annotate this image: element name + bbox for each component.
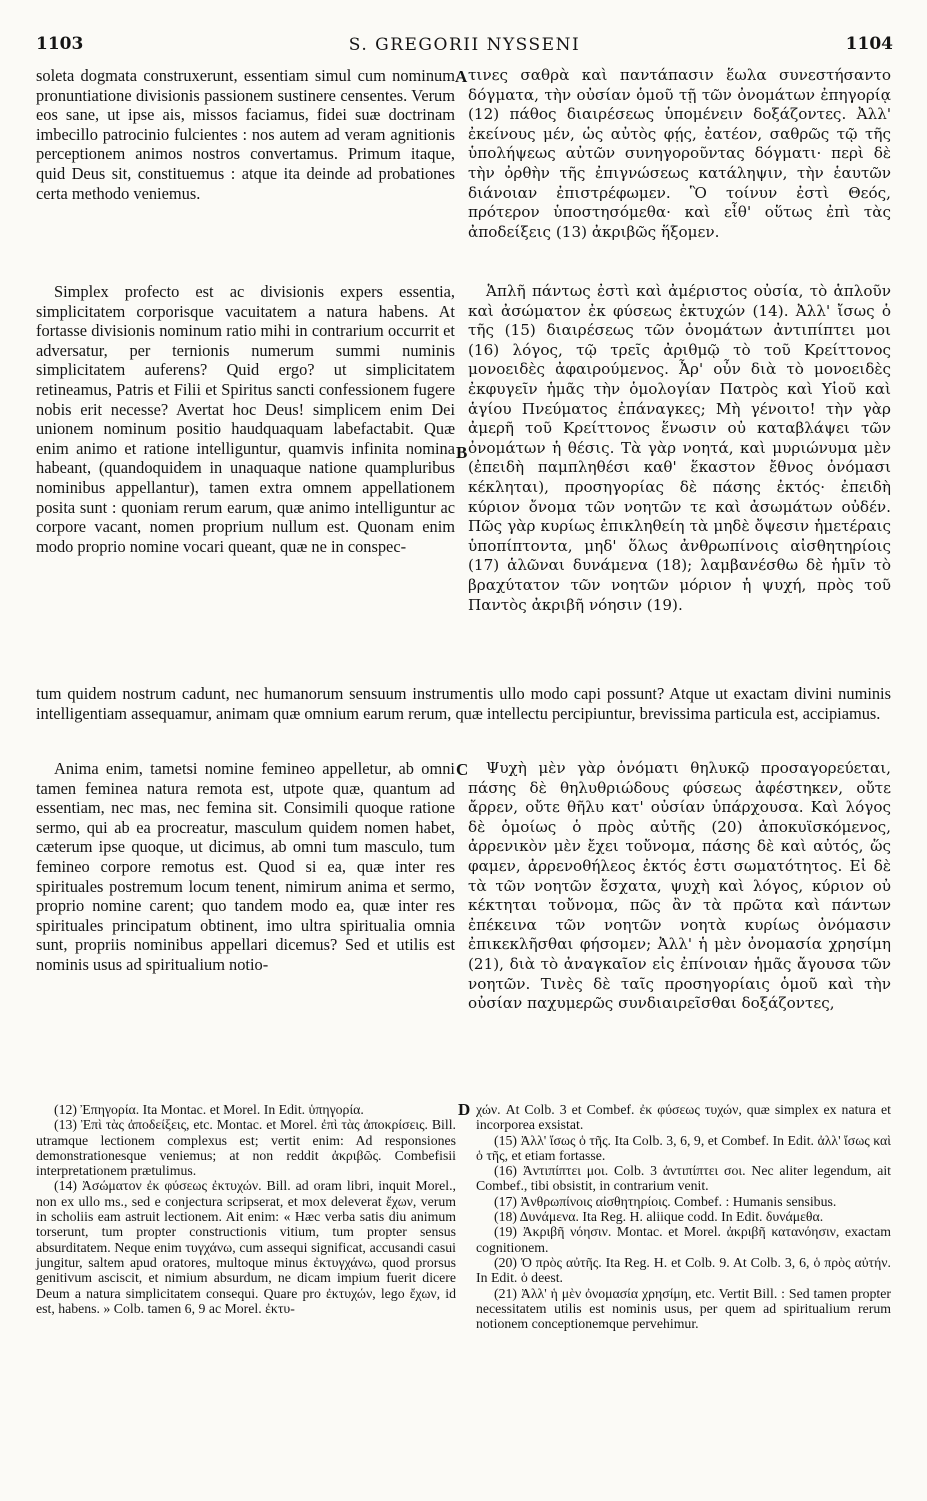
- footnote: (15) Ἀλλ' ἴσως ὁ τῆς. Ita Colb. 3, 6, 9, et Combef. In Edit. ἀλλ' ἴσως καὶ ὁ τῆς, et etiam fortasse.: [476, 1132, 891, 1163]
- footnote: (21) Ἀλλ' ἡ μὲν ὀνομασία χρησίμη, etc. Vertit Bill. : Sed tamen propter necessitatem utilis est nominis usus, per quem ad spiritualium rerum notionem conceptionemque pervehimur.: [476, 1285, 891, 1332]
- margin-marker-c: C: [456, 760, 469, 779]
- margin-marker-d: D: [458, 1100, 471, 1119]
- greek-column-section-c: [468, 759, 891, 1014]
- greek-column-section-b: [468, 282, 891, 615]
- footnote: (16) Ἀντιπίπτει μοι. Colb. 3 ἀντιπίπτει σοι. Nec aliter legendum, ait Combef., tibi obsistit, in contrarium venit.: [476, 1163, 891, 1194]
- latin-column-section-a: [36, 66, 455, 203]
- right-page-number: 1104: [845, 34, 893, 54]
- latin-paragraph: soleta dogmata construxerunt, essentiam simul cum nominum pronuntiatione divisionis passionem sustinere censentes. Verum eos sane, ut ipse ais, missos faciamus, fidei suæ doctrinam imbecillo patrocinio fulcientes : nos autem ad veram agnitionis perceptionem animos nostros convertamus. Primum itaque, quid Deus sit, constituemus : atque ita deinde ad probationes certa methodo veniemus.: [36, 66, 455, 203]
- latin-full-width-continuation: [36, 684, 891, 723]
- page-header: [36, 34, 893, 58]
- footnote: (18) Δυνάμενα. Ita Reg. H. aliique codd. In Edit. δυνάμεθα.: [494, 1209, 824, 1225]
- greek-column-section-a: [468, 66, 891, 242]
- footnote: (17) Ἀνθρωπίνοις αἰσθητηρίοις. Combef. : Humanis sensibus.: [494, 1193, 837, 1209]
- latin-column-section-b: [36, 282, 455, 556]
- latin-paragraph: tum quidem nostrum cadunt, nec humanorum sensuum instrumentis ullo modo capi possunt? Atque ut exactam divini numinis intelligentiam assequamur, animam quæ omnium earum rerum, quæ intellectu percipiuntur, brevissima particula est, accipiamus.: [36, 684, 891, 723]
- footnote: (12) Ἐπηγορία. Ita Montac. et Morel. In Edit. ὑπηγορία.: [54, 1102, 364, 1117]
- footnote: (19) Ἀκριβῆ νόησιν. Montac. et Morel. ἀκριβῆ κατανόησιν, exactam cognitionem.: [476, 1224, 891, 1255]
- greek-paragraph: τινες σαθρὰ καὶ παντάπασιν ἕωλα συνεστήσαντο δόγματα, τὴν οὐσίαν ὁμοῦ τῇ τῶν ὀνομάτων ἐπηγορίᾳ (12) πάθος διαιρέσεως ὑπομένειν δοξάζοντες. Ἀλλ' ἐκείνους μέν, ὡς αὐτὸς φῄς, ἐατέον, σαθρῶς τῷ τῆς ὑπολήψεως αὐτῶν συνηγοροῦντας δόγματι· περὶ δὲ τὴν ὀρθὴν τῆς ἐπιγνώσεως κατάληψιν, τὴν ἑαυτῶν διάνοιαν ἐπιστρέφωμεν. Ὃ τοίνυν ἐστὶ Θεός, πρότερον ὑποστησόμεθα· καὶ εἶθ' οὕτως ἐπὶ τὰς ἀποδείξεις (13) ἀκριβῶς ἥξομεν.: [468, 66, 891, 241]
- greek-paragraph: Ἁπλῆ πάντως ἐστὶ καὶ ἀμέριστος οὐσία, τὸ ἁπλοῦν καὶ ἀσώματον ἐκ φύσεως ἐκτυχών (14). Ἀλλ' ἴσως ὁ τῆς (15) διαιρέσεως τῶν ὀνομάτων ἀντιπίπτει μοι (16) λόγος, τῷ τρεῖς ἀριθμῷ τὸ τοῦ Κρείττονος μονοειδὲς ἀφαιρούμενος. Ἆρ' οὖν διὰ τὸ μονοειδὲς ἐκφυγεῖν ἡμᾶς τὴν ὁμολογίαν Πατρὸς καὶ Υἱοῦ καὶ ἁγίου Πνεύματος ἐπάναγκες; Μὴ γένοιτο! τὴν γὰρ ἀμερῆ τοῦ Κρείττονος ἕνωσιν οὐ καταβλάψει τῶν ὀνομάτων ἡ θέσις. Τὰ γὰρ νοητά, καὶ μυριώνυμα μὲν (ἐπειδὴ παμπληθέσι καθ' ἕκαστον ἔθνος ὀνόμασι κέκληται), προσηγορίας δὲ πάσης ἐκτός· ἐπειδὴ κύριον ὄνομα τῶν νοητῶν τε καὶ ἀσωμάτων οὐδέν. Πῶς γὰρ κυρίως ἐπικληθείη τὰ μηδὲ ὄψεσιν ἡμετέραις ὑποπίπτοντα, μηδ' ὅλως ἀνθρωπίνοις αἰσθητηρίοις (17) ἁλῶναι δυνάμενα (18); λαμβανέσθω δὲ ἡμῖν τὸ βραχύτατον τῶν νοητῶν μόριον ἡ ψυχή, πρὸς τοῦ Παντὸς ἀκριβῆ νόησιν (19).: [468, 282, 891, 614]
- margin-marker-a: A: [455, 67, 468, 86]
- margin-marker-b: B: [456, 443, 468, 462]
- latin-paragraph: Anima enim, tametsi nomine femineo appelletur, ab omni tamen feminea natura remota est, utpote quæ, quantum ad essentiam, nec mas, nec femina sit. Consimili quoque ratione sermo, qui ab ea procreatur, masculum quidem nomen habet, cæterum ipse quoque, ut dicimus, ab omni tum masculo, tum femineo corpore remotus est. Quod si ea, quæ inter res spirituales postremum locum tenent, nimirum anima et sermo, proprio nomine carent; quo tandem modo ea, quæ inter res spirituales principatum obtinent, imo ultra spiritualia omnia sunt, propriis nominibus appellari dicemus? Sed et utilis est nominis usus ad spiritualium notio-: [36, 759, 455, 974]
- footnote: χών. At Colb. 3 et Combef. ἐκ φύσεως τυχών, quæ simplex ex natura et incorporea exsistat.: [476, 1102, 891, 1133]
- footnotes-left-column: [36, 1102, 456, 1316]
- greek-paragraph: Ψυχὴ μὲν γὰρ ὀνόματι θηλυκῷ προσαγορεύεται, πάσης δὲ θηλυθριώδους φύσεως ἀφέστηκεν, οὔτε ἄρρεν, οὔτε θῆλυ κατ' οὐσίαν ὑπάρχουσα. Καὶ λόγος δὲ ὁμοίως ὁ πρὸς αὐτῆς (20) ἀποκυϊσκόμενος, ἀρρενικὸν μὲν ἔχει τοὔνομα, πάσης δὲ καὶ αὐτός, ὥς φαμεν, ἀρρενοθήλεος ἐκτός ἐστι σωματότητος. Εἰ δὲ τὰ τῶν νοητῶν ἔσχατα, ψυχὴ καὶ λόγος, κύριον οὐ κέκτηται τοὔνομα, πῶς ἂν τὰ πρῶτα καὶ πάντων ἐπέκεινα τῶν νοητῶν νοητὰ κυρίως ὀνόμασιν ἐπικεκλῆσθαι φήσομεν; Ἀλλ' ἡ μὲν ὀνομασία χρησίμη (21), διὰ τὸ ἀναγκαῖον εἰς ἐπίνοιαν ἡμᾶς ἄγουσα τῶν νοητῶν. Τινὲς δὲ ταῖς προσηγορίαις ὁμοῦ καὶ τὴν οὐσίαν παχυμερῶς συνδιαιρεῖσθαι δοξάζοντες,: [468, 759, 891, 1013]
- latin-paragraph: Simplex profecto est ac divisionis expers essentia, simplicitatem corporisque vacuitatem a natura habens. At fortasse divisionis nominum ratio mihi in contrarium occurrit et adversatur, per ternionis numerum summi numinis simplicitatem auferens? Quid ergo? ut simplicitatem retineamus, Patris et Filii et Spiritus sancti confessionem fugere nobis erit necesse? Avertat hoc Deus! simplicem enim Dei unionem nominum positio haudquaquam labefactabit. Quæ enim animo et ratione intelliguntur, quamvis infinita nomina habeant, (quandoquidem in unaquaque natione quampluribus nominibus appellantur), tamen extra omnem appellationem posita sunt : quoniam rerum earum, quæ animo intelliguntur ac corpore vacant, nomen proprium nullum est. Quonam enim modo proprio nomine vocari queant, quæ ne in conspec-: [36, 282, 455, 556]
- latin-column-section-c: [36, 759, 455, 975]
- left-page-number: 1103: [36, 34, 84, 54]
- footnote: (20) Ὁ πρὸς αὐτῆς. Ita Reg. H. et Colb. 9. At Colb. 3, 6, ὁ πρὸς αὐτήν. In Edit. ὁ deest.: [476, 1254, 891, 1286]
- running-title: S. GREGORII NYSSENI: [348, 35, 581, 55]
- footnote: (13) Ἐπὶ τὰς ἀποδείξεις, etc. Montac. et Morel. ἐπὶ τὰς ἀποκρίσεις. Bill. utramque lectionem complexus est; vertit enim: Ad responsiones demonstrationesque veniemus; at non reddit ἀκριβῶς. Combefisii interpretationem prætulimus.: [36, 1117, 456, 1179]
- footnotes-right-column: [476, 1102, 891, 1331]
- footnote: (14) Ἀσώματον ἐκ φύσεως ἐκτυχών. Bill. ad oram libri, inquit Morel., non ex ullo ms., sed e conjectura scripserat, et mox deleverat ἔχων, verum in scholiis eam astruit lectionem. Ait enim: « Hæc verba satis diu animum torserunt, tum propter constructionis vitium, tum propter sensus absurditatem. Neque enim τυγχάνω, cum assequi significat, accusandi casui jungitur, saltem apud oratores, multoque minus ἐκτυγχάνω, quod prorsus genitivum asciscit, et nimium absurdum, ne dicam impium fuerit dicere Deum a natura simplicitatem consequi. Quare pro ἐκτυχών, lego ἔχων, id est, habens. » Colb. tamen 6, 9 ac Morel. ἐκτυ-: [36, 1178, 456, 1316]
